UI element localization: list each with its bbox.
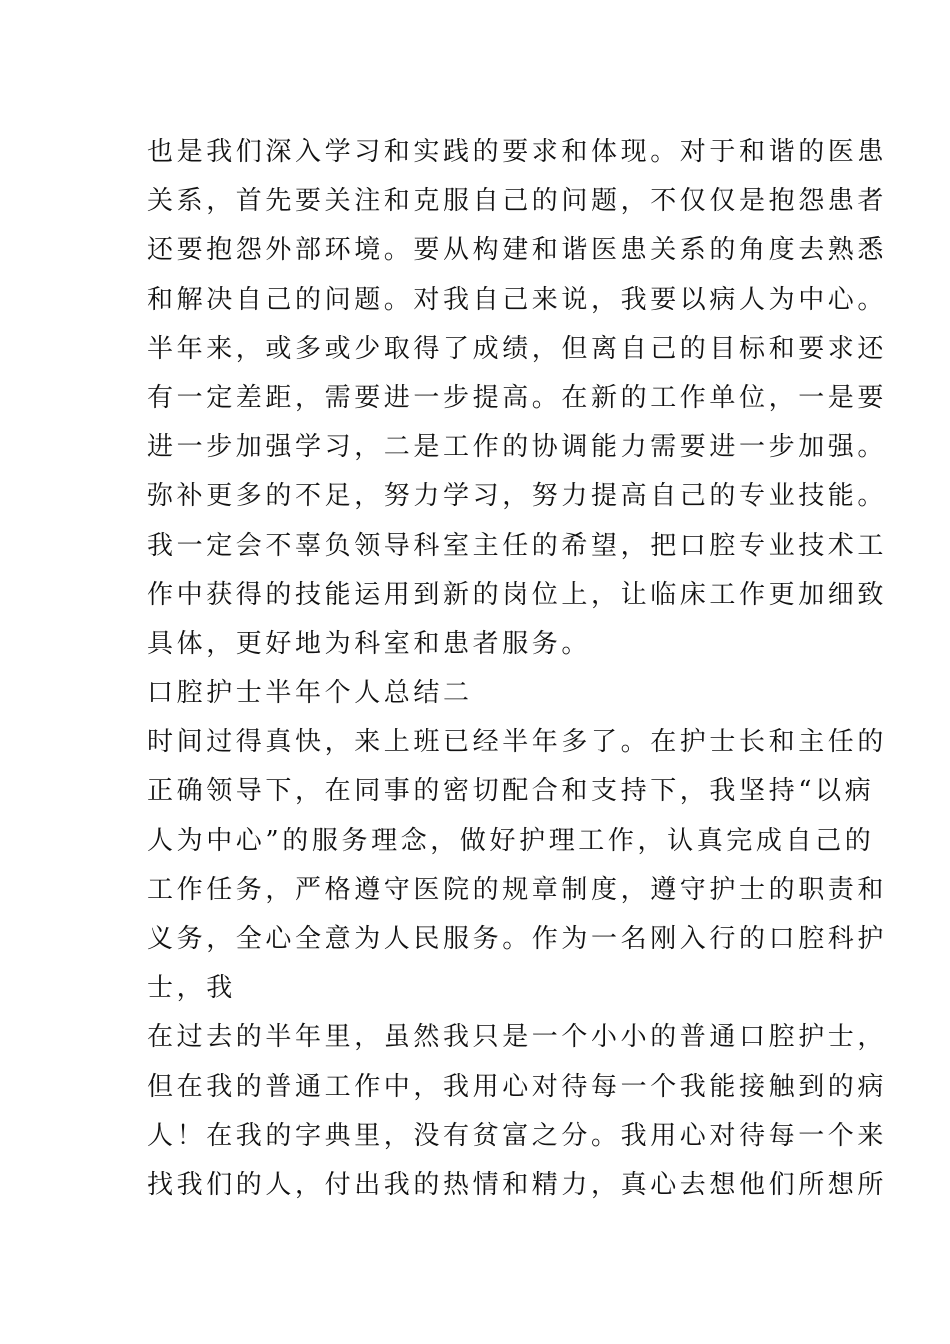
text-line: 和解决自己的问题。对我自己来说，我要以病人为中心。 xyxy=(147,284,888,315)
text-line: 正确领导下，在同事的密切配合和支持下，我坚持“以病 xyxy=(147,776,875,807)
text-line: 还要抱怨外部环境。要从构建和谐医患关系的角度去熟悉 xyxy=(147,235,888,266)
text-line: 士，我 xyxy=(147,973,236,1004)
text-line: 人为中心”的服务理念，做好护理工作，认真完成自己的 xyxy=(147,825,875,856)
section-heading: 口腔护士半年个人总结二 xyxy=(147,678,473,709)
text-line: 在过去的半年里，虽然我只是一个小小的普通口腔护士， xyxy=(147,1022,888,1053)
text-line: 但在我的普通工作中，我用心对待每一个我能接触到的病 xyxy=(147,1071,888,1102)
text-line: 进一步加强学习，二是工作的协调能力需要进一步加强。 xyxy=(147,432,888,463)
text-line: 关系，首先要关注和克服自己的问题，不仅仅是抱怨患者 xyxy=(147,186,888,217)
text-line: 人！在我的字典里，没有贫富之分。我用心对待每一个来 xyxy=(147,1120,888,1151)
text-line: 有一定差距，需要进一步提高。在新的工作单位，一是要 xyxy=(147,382,888,413)
document-body xyxy=(147,128,888,1210)
text-line: 时间过得真快，来上班已经半年多了。在护士长和主任的 xyxy=(147,727,888,758)
text-line: 弥补更多的不足，努力学习，努力提高自己的专业技能。 xyxy=(147,481,888,512)
text-line: 也是我们深入学习和实践的要求和体现。对于和谐的医患 xyxy=(147,137,888,167)
text-line: 找我们的人，付出我的热情和精力，真心去想他们所想所 xyxy=(147,1169,888,1200)
text-line: 义务，全心全意为人民服务。作为一名刚入行的口腔科护 xyxy=(147,924,888,954)
text-line: 半年来，或多或少取得了成绩，但离自己的目标和要求还 xyxy=(147,333,888,364)
text-line: 作中获得的技能运用到新的岗位上，让临床工作更加细致 xyxy=(147,579,888,610)
text-line: 具体，更好地为科室和患者服务。 xyxy=(147,628,592,659)
text-line: 工作任务，严格遵守医院的规章制度，遵守护士的职责和 xyxy=(147,874,888,905)
text-line: 我一定会不辜负领导科室主任的希望，把口腔专业技术工 xyxy=(147,530,888,561)
